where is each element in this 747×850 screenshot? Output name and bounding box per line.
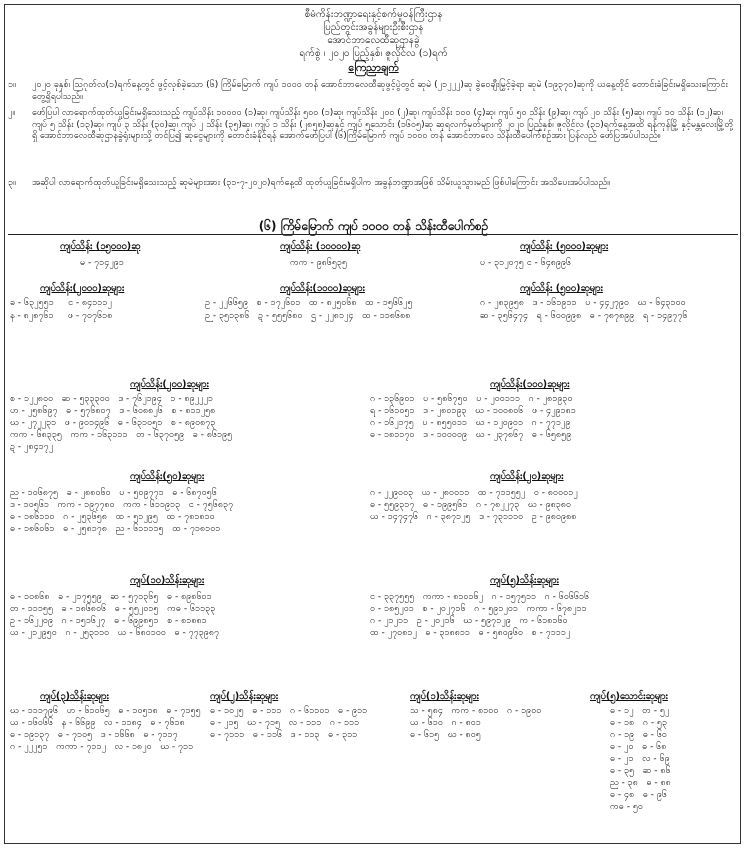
table-top-border xyxy=(8,234,738,235)
table-row: ခ - ၆၃၂၅၅၁ င - ၈၄၁၁၁၂ xyxy=(10,298,112,308)
paragraph-text: အဆိုပါ လာရောက်ထုတ်ယူခြင်းမရှိသေးသည့် ဆုမဲများအား (၃၁-၇-၂၀၂၀)ရက်နေ့ထိ ထုတ်ယူခြင်းမရှိပါက အခွန်ဘဏ္ဍာအဖြစ် သိမ်းယူသွားမည် ဖြစ်ပါကြောင်း အသိပေးအပ်ပါသည်။ xyxy=(32,178,610,188)
table-row: ဆ - ၃၅၆၄၇၄ ရ - ၆၀၀၉၉၈ ဓ - ၇၈၇၈၉၉ ရ - ၁၄၉၇၇၆ xyxy=(480,311,688,321)
prize-100-label: ကျပ်သိန်း(၁၀၀)ဆုများ xyxy=(490,379,570,390)
paragraph-3 xyxy=(8,178,738,190)
table-row: ဓ - ၂၀ ဓ - ၆၈ xyxy=(610,742,667,752)
table-row: ဓ - ၁၈၁၁၇၀ ဒ - ၁၀၀၀၀၉ ဃ - ၂၃၇၈၆၇ ဓ - ၆၅၈၅၉ xyxy=(370,430,572,440)
table-row: တ - ၁၁၁၅၅ ခ - ၁၈၆၈၀၆ ဓ - ၅၅၂၀၁၅ ကဓ - ၆၁၁၃၃ xyxy=(10,604,216,614)
prize-500-label: ကျပ်သိန်း (၅၀၀)ဆုများ xyxy=(520,283,603,294)
table-row: ယ - ၁၄၇၄၇၆ ဂ - ၃၈၇၁၂၅ ဒ - ၇၃၁၁၁၀ ဥ - ၉၈၀၉၈၈ xyxy=(370,512,577,522)
paragraph-2 xyxy=(8,108,738,143)
table-row: ဃ - ၂၇၂၂၃၁ ဖ - ၉၀၁၄၉၆ ဓ - ၆၃၁၀၅၁ စ - ၈၉၀၈၇၃ xyxy=(10,418,216,428)
prize-50k-label: ကျပ်(၅)သောင်းဆုများ xyxy=(590,691,668,702)
table-row: ဟ - ၂၅၈၆၉၇ ဓ - ၅၇၆၈၀၇ ဒ - ၆၀၈၈၂၆ စ - ၈၁၁၂၅၈ xyxy=(10,406,216,416)
table-row: ယ - ၆၁၀ ဂ - ၈၀၁ xyxy=(410,718,481,728)
prize-3-label: ကျပ်(၃)သိန်းဆုများ xyxy=(40,691,109,702)
paragraph-number: ၁။ xyxy=(8,80,16,90)
table-row: ကက - ၆၈၃၃၅ ကက - ၁၆၃၁၁၁ တ - ၆၃၇၀၅၉ ခ - ၈၆၁၉၅ xyxy=(10,430,233,440)
table-row: ဂ - ၂၂၉၀၀၃ ယ - ၂၈၀၀၁၁ ထ - ၇၁၁၅၅၂ ဝ - ၈၀၀၀၁၂ xyxy=(370,488,578,498)
table-row: ဓ - ၁၂ တ - ၅၂ xyxy=(610,706,670,716)
table-row: ဍ - ၂၈၄၁၇၂ xyxy=(10,442,54,452)
table-row: ဓ - ၁၈၆၁၁၀ ဂ - ၂၅၃၆၅၈ ထ - ၅၁၂၉၅ ထ - ၇၈၁၈၁၀ xyxy=(10,512,215,522)
paragraph-text: ဖော်ပြပါ လာရောက်ထုတ်ယူခြင်းမရှိသေးသည့် ကျပ်သိန်း ၁၀၀၀၀ (၁)ဆု၊ ကျပ်သိန်း ၅၀၀ (၁)ဆု၊ ကျပ်သိန်း ၂၀၀ (၂)ဆု၊ ကျပ်သိန်း ၁၀၀ (၄)ဆု၊ ကျပ် ၅၀ သိန်း (၉)ဆု၊ ကျပ် ၂၀ သိန်း (၅)ဆု၊ ကျပ် ၁၀ သိန်း (၁၂)ဆု၊ ကျပ် ၅ သိန်း (၁၃)ဆု၊ ကျပ် ၃ သိန်း (၃၀)ဆု၊ ကျပ် ၂ သိန်း (၃၅)ဆု၊ ကျပ် ၁ သိန်း (၂၈၅၈)ဆုနှင့် ကျပ် ၅သောင်း (၁၆၀၅)ဆု ဆုရလက်မှတ်များကို ၂၀၂၀ ပြည့်နှစ်၊ ဇူလိုင်လ (၃၁)ရက်နေ့အထိ ရန်ကုန်မြို့ နှင့်မန္တလေးမြို့တို့ရှိ အောင်ဘာလေထီဆုဌာနခွဲရုံးများသို့ တင်ပြ၍ ဆုငွေများကို တောင်းခံနိုင်ရန် အောက်ဖော်ပြပါ (၆)ကြိမ်မြောက် ကျပ် ၁၀၀၀ တန် အောင်ဘာလေ သိန်းထီပေါက်စဉ်အား ပြန်လည် ဖော်ပြအပ်ပါသည်။ xyxy=(32,108,734,141)
table-row: ဂ - ၁၉ ဓ - ၆၀ xyxy=(610,730,667,740)
table-row: ယ - ၁၆၀၆၆ န - ၆၆၉၉ လ - ၁၁၈၄ ဓ - ၇၆၁၈ xyxy=(10,718,185,728)
table-title: (၆) ကြိမ်မြောက် ကျပ် ၁၀၀၀ တန် သိန်းထီပေါက်စဉ် xyxy=(258,219,489,233)
table-row: ည - ၁၀၆၈၇၅ ခ - ၂၈၈၀၆၀ ပ - ၅၀၉၇၇၁ ဓ - ၆၈၇၀၅၆ xyxy=(10,488,217,498)
branch-name: အောင်ဘာလေထီဆုဌာနခွဲ xyxy=(327,35,420,46)
department-name: ပြည်တွင်းအခွန်များဦးစီးဌာန xyxy=(323,22,424,33)
table-row: ဓ - ၇၁၁၁ ဓ - ၁၁၆ ဒ - ၁၁၃ ဓ - ၃၁၁ xyxy=(210,730,358,740)
table-row: ဉ - ၃၅၁၃၈၆ ဍ - ၅၅၅၆၈၀ ဌ - ၂၂၈၁၂၄ ထ - ၁၁၈၆၈၈ xyxy=(205,311,411,321)
table-row: ဓ - ၅၅၉၃၁၇ ဓ - ၁၉၉၅၆၁ ဂ - ၇၈၂၂၇၃ ဃ - ၉၈၃၈၀ xyxy=(370,500,572,510)
table-row: ဂ - ၂၈၃၉၅၈ ဒ - ၁၆၁၉၁၁ ပ - ၄၄၂၇၉၀ ဃ - ၆၄၃၁၀၀ xyxy=(480,298,686,308)
paragraph-text: ၂၀၂၀ ခုနှစ်၊ ဩဂုတ်လ(၁)ရက်နေ့တွင် ဖွင့်လှစ်ခဲ့သော (၆) ကြိမ်မြောက် ကျပ် ၁၀၀၀ တန် အောင်ဘာလေထီဆုဖွင့်ပွဲတွင် ဆုမဲ (၂၁၂၂၂)ဆု ခွဲဝေချီးမြှင့်ခဲ့ရာ ဆုမဲ (၁၉၃၇၀)ဆုကို ယနေ့တိုင် တောင်းခံခြင်းမရှိသေးကြောင်း တွေ့ရှိရပါသည်။ xyxy=(32,80,728,102)
table-row: ဒ - ၁၀၅၆၁ ကက - ၁၉၇၇၈၀ ကက - ၆၁၁၉၁၃ င - ၇၅၆၈၃၇ xyxy=(10,500,234,510)
table-row: န - ၈၂၈၇၆၁ ဖ - ၇၀၇၆၁၈ xyxy=(10,311,113,321)
prize-10000-number: ကက - ၉၈၆၅၃၅ xyxy=(290,258,348,268)
table-row: ဃ - ၁၁၁၇၉၆ ဟ - ၆၁၀၆၅ ဓ - ၁၀၅၁၈ ဓ - ၇၁၅၅ xyxy=(10,706,201,716)
prize-15000-number: မ - ၇၁၄၂၉၁ xyxy=(80,258,124,268)
prize-10000-label: ကျပ်သိန်း (၁၀၀၀၀)ဆု xyxy=(280,241,361,252)
prize-50-label: ကျပ်သိန်း(၅၀)ဆုများ xyxy=(130,471,205,482)
table-row: ယ - ၂၁၂၉၅၀ ဂ - ၂၅၃၁၁၀ ယ - ၆၈၀၁၀၀ ဓ - ၇၇၃၉၈၇ xyxy=(10,628,220,638)
table-row: ဓ - ၂၁၅ ဃ - ၇၁၅ လ - ၁၁၁ ဂ - ၁၁၁ xyxy=(210,718,360,728)
table-row: ဂ - ၂၁၂၁၁ ဥ - ၂၀၂၁၆ ဃ - ၅၉၇၁၂၉ က - ၆၁၈၁၆၀ xyxy=(370,616,568,626)
paragraph-number: ၂။ xyxy=(8,108,16,118)
table-row: သ - ၅၈၄ ကက - ၈၁၀၀ ဂ - ၁၉၀၀ xyxy=(410,706,542,716)
table-row: ည - ၃၈ ဓ - ၈၈ xyxy=(610,778,671,788)
table-row: ဝ - ၁၈၅၂၀၁ စ - ၂၀၂၇၁၆ ဂ - ၅၉၁၂၀၁ ကကာ - ၆၇၈၂၁၁ xyxy=(370,604,587,614)
prize-5-label: ကျပ်(၅)သိန်းဆုများ xyxy=(490,575,559,586)
table-row: ဓ - ၁၀၈၆၈ ခ - ၂၁၇၅၅၉ ဆ - ၅၇၁၃၆၅ ဓ - ၈၉၈၆၀၁ xyxy=(10,592,212,602)
table-row: ဥ - ၁၆၂၂၀၉ ဂ - ၁၅၁၆၂၇ ဓ - ၆၉၉၈၅၁ စ - ၈၁၈၈၁ xyxy=(10,616,207,626)
prize-2000-label: ကျပ်သိန်း(၂၀၀၀)ဆုများ xyxy=(40,283,125,294)
table-row: ဓ - ၁၈၆၀၆၁ ဓ - ၂၅၈၁၇၈ ည - ၆၁၁၁၁၅ ထ - ၇၁၈၁၀၁ xyxy=(10,524,221,534)
prize-5000-label: ကျပ်သိန်း (၅၀၀၀)ဆုများ xyxy=(520,241,609,252)
table-row: င - ၃၃၇၅၅၅ ကကာ - ၈၁၀၁၆၂ ဂ - ၁၅၇၅၁၁ ဂ - ၆၀၆၆၁၆ xyxy=(370,592,590,602)
table-row: ဓ - ၁၀၂၅ ဓ - ၁၁၁ ဂ - ၆၁၁၀၁ ဓ - ၉၁၁ xyxy=(210,706,368,716)
date-line: ရက်စွဲ ၊ ၂၀၂၀ ပြည့်နှစ်၊ ဇူလိုင်လ (၁)ရက် xyxy=(299,48,448,59)
table-row: ကဓ - ၅၀ xyxy=(610,802,643,812)
table-row: ဓ - ၁၉၁၃၇ ဓ - ၇၁၀၅ ဒ - ၁၆၆၈ ဓ - ၇၁၁၇ xyxy=(10,730,178,740)
notice-title: ကြေညာချက် xyxy=(348,62,399,74)
table-row: စ - ၁၂၂၈၀၀ ဆ - ၅၃၃၃၀၀ ဒ - ၇၆၂၁၉၄ ၁ - ၈၉၂၂၂၁ xyxy=(10,394,213,404)
ministry-name: စီမံကိန်းဘဏ္ဍာရေးနှင့်စက်မှုဝန်ကြီးဌာန xyxy=(304,9,443,20)
table-row: ထ - ၂၇၀၈၁၂ ဓ - ၃၁၈၈၁၁ ဓ - ၅၈၀၉၆၀ စ - ၇၁၁၁၂ xyxy=(370,628,571,638)
table-row: ဓ - ၁၈ ဂ - ၅၃ xyxy=(610,718,668,728)
table-row: ဓ - ၃၅ ဆ - ၈၆ xyxy=(610,766,671,776)
table-row: ဂ - ၂၂၂၅၁ ကကာ - ၇၁၁၂ လ - ၁၈၂၀ ဃ - ၇၁၁ xyxy=(10,742,194,752)
table-row: ဓ - ၂၁ လ - ၆၉ xyxy=(610,754,670,764)
prize-1000-label: ကျပ်သိန်း(၁၀၀၀)ဆုများ xyxy=(280,283,365,294)
table-row: ဥ - ၂၂၆၆၅၉ စ - ၁၇၂၆၀၁ ထ - ၈၂၅၀၆၈ ထ - ၁၅၆၆၂၅ xyxy=(205,298,413,308)
paragraph-1 xyxy=(8,80,738,103)
paragraph-number: ၃။ xyxy=(8,178,16,188)
prize-1-label: ကျပ်(၁)သိန်းဆုများ xyxy=(410,691,479,702)
table-row: ဂ - ၁၆၂၁၇၅ ပ - ၈၅၅၀၁၁ ဃ - ၁၂၀၉၀၁ ဂ - ၇၇၁၂၉ xyxy=(370,418,571,428)
table-row: ဂ - ၁၃၆၉၀၁ ပ - ၅၈၆၇၅၀ ပ - ၂၀၀၁၁၁ ဂ - ၂၈၁၉၃၀ xyxy=(370,394,573,404)
prize-5000-numbers: ပ - ၃၁၂၀၇၅ င - ၆၄၈၉၉၆ xyxy=(480,258,572,268)
prize-20-label: ကျပ်သိန်း(၂၀)ဆုများ xyxy=(490,471,564,482)
table-row: ရ - ၁၆၁၀၅၁ ဒ - ၂၈၀၁၉၃ ဃ - ၁၀၀၈၀၆ ဖ - ၄၂၉၁၈၁ xyxy=(370,406,576,416)
table-row: ဓ - ၄၈ ဓ - ၉၆ xyxy=(610,790,667,800)
table-row: ဓ - ၆၁၅ ဃ - ၈၀၅ xyxy=(410,730,481,740)
prize-200-label: ကျပ်သိန်း(၂၀၀)ဆုများ xyxy=(130,379,209,390)
prize-2-label: ကျပ်(၂)သိန်းဆုများ xyxy=(210,691,279,702)
prize-10-label: ကျပ်(၁၀)သိန်းဆုများ xyxy=(130,575,205,586)
prize-15000-label: ကျပ်သိန်း (၁၅၀၀၀)ဆု xyxy=(60,241,141,252)
